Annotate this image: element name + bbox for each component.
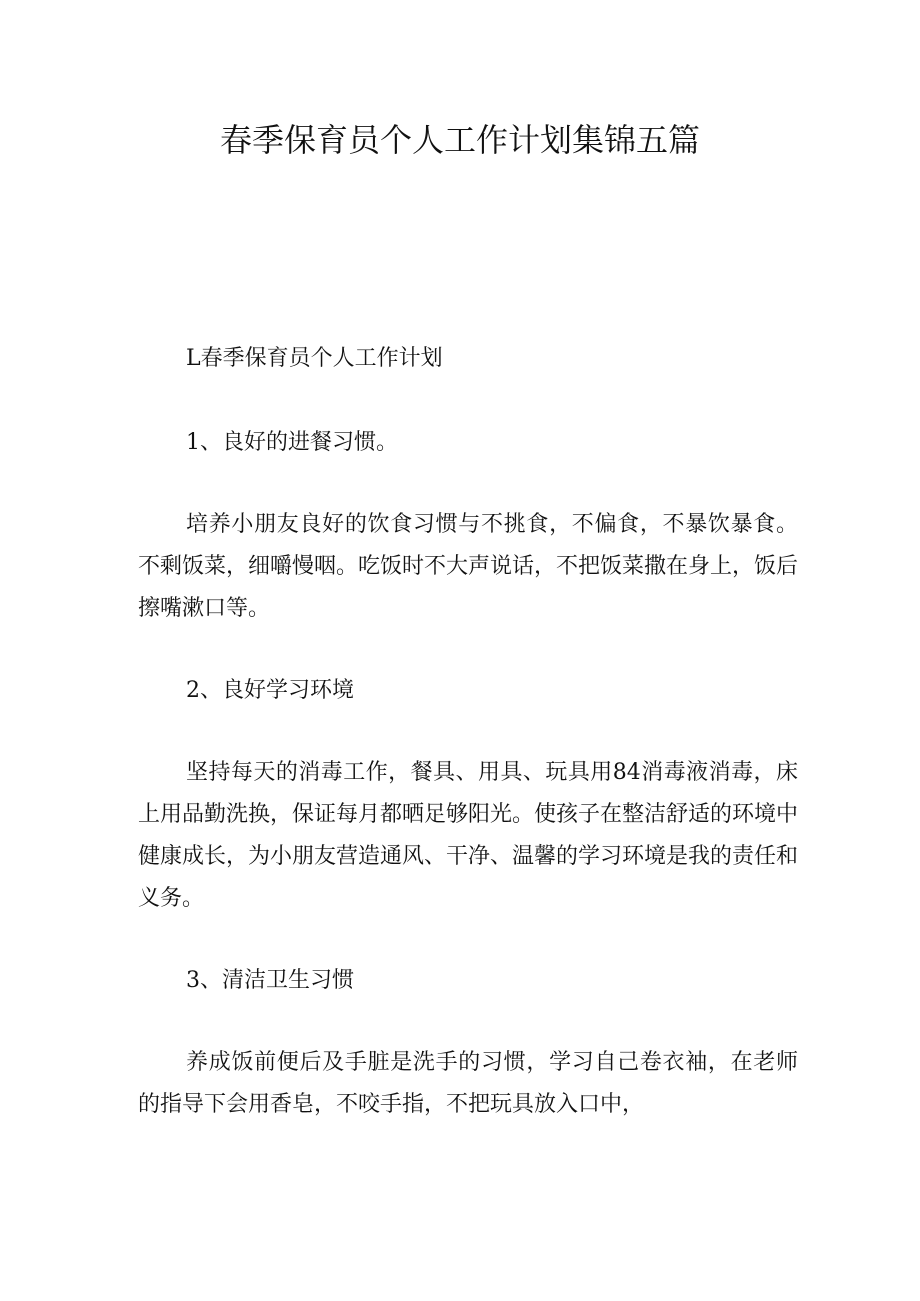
document-title: 春季保育员个人工作计划集锦五篇 xyxy=(219,121,700,159)
item-body-1: 培养小朋友良好的饮食习惯与不挑食，不偏食，不暴饮暴食。不剩饭菜，细嚼慢咽。吃饭时不大声说话，不把饭菜撒在身上，饭后擦嘴漱口等。 xyxy=(138,512,799,621)
item-heading-2: 2、良好学习环境 xyxy=(186,678,354,703)
document-body xyxy=(138,338,798,1126)
item-body-3: 养成饭前便后及手脏是洗手的习惯，学习自己卷衣袖，在老师的指导下会用香皂，不咬手指，不把玩具放入口中， xyxy=(138,1050,798,1117)
item-heading-1: 1、良好的进餐习惯。 xyxy=(186,430,398,455)
item-body-2: 坚持每天的消毒工作，餐具、用具、玩具用84消毒液消毒，床上用品勤洗换，保证每月都晒足够阳光。使孩子在整洁舒适的环境中健康成长，为小朋友营造通风、干净、温馨的学习环境是我的责任和义务。 xyxy=(138,760,799,911)
section-title: L春季保育员个人工作计划 xyxy=(186,346,443,371)
item-heading-3: 3、清洁卫生习惯 xyxy=(186,968,354,993)
